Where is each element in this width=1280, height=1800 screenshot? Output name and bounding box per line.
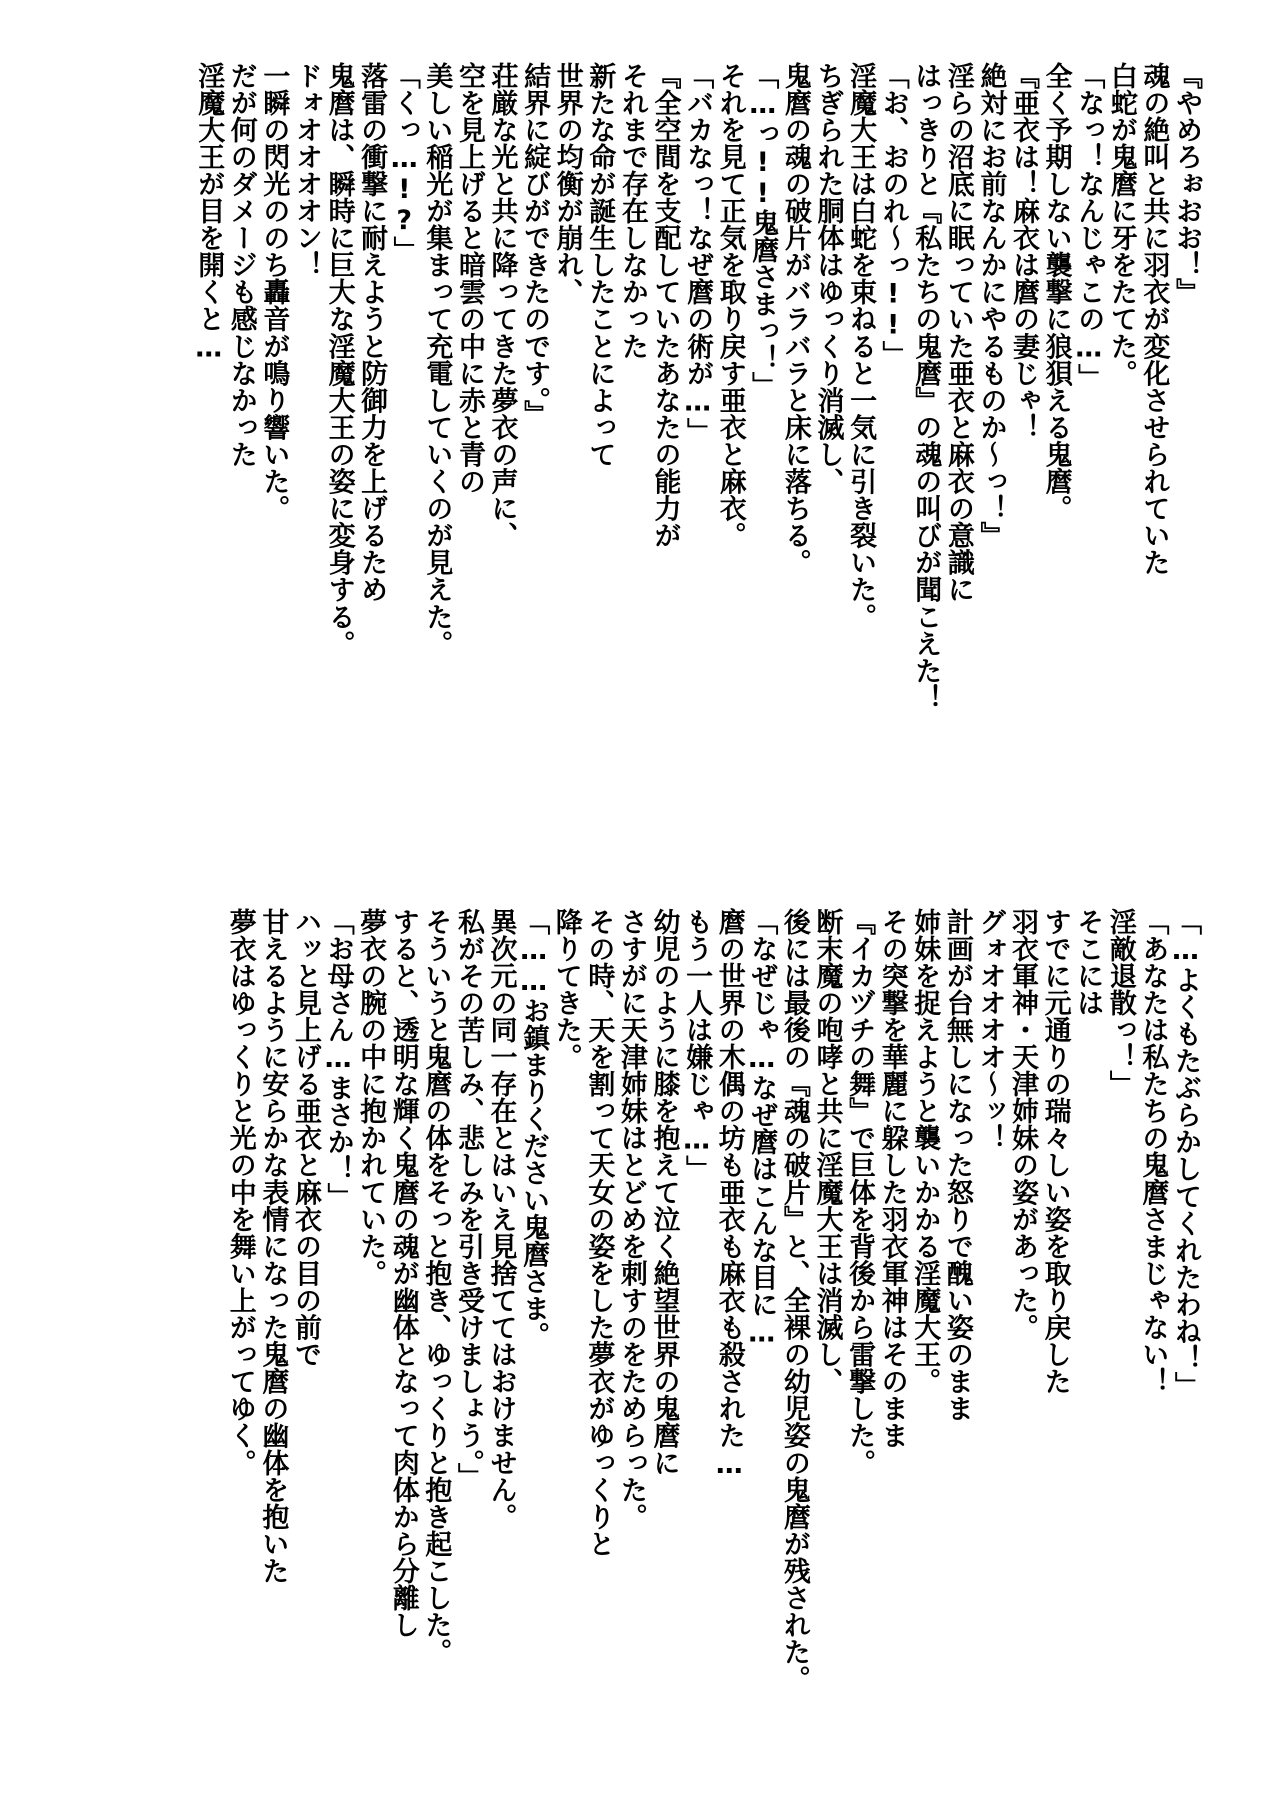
text-line: 鬼麿の魂の破片がバラバラと床に落ちる。 [779,62,811,576]
text-line: 姉妹を捉えようと襲いかかる淫魔大王。 [909,908,941,1395]
text-line: 「なっ！なんじゃこの…」 [1073,62,1105,391]
text-line: 「……お鎮まりください鬼麿さま。 [518,908,550,1349]
text-line: 降りてきた。 [550,908,582,1071]
text-line: 美しい稲光が集まって充電していくのが見えた。 [421,62,453,658]
text-line: 麿の世界の木偶の坊も亜衣も麻衣も殺された… [713,908,745,1481]
text-line: そこには [1072,908,1104,1017]
text-line: 『イカヅチの舞』で巨体を背後から雷撃した。 [844,908,876,1477]
text-line: ハッと見上げる亜衣と麻衣の目の前で [289,908,321,1368]
text-line: 「バカなっ！なぜ麿の術が…」 [682,62,714,445]
text-line: ドォオオオオン！ [290,62,322,279]
text-line: 『やめろぉおお！』 [1171,62,1202,306]
text-line: 夢衣はゆっくりと光の中を舞い上がってゆく。 [224,908,256,1477]
text-line: もう一人は嫌じゃ…」 [681,908,713,1183]
text-line: さすがに天津姉妹はとどめを刺すのをためらった。 [615,908,647,1531]
text-line: ちぎられた胴体はゆっくり消滅し、 [812,62,844,495]
text-line: 「なぜじゃ…なぜ麿はこんな目に… [746,908,778,1349]
text-line: 「…っ!!鬼麿さまっ！」 [747,62,779,399]
text-line: 全く予期しない襲撃に狼狽える鬼麿。 [1040,62,1072,522]
text-line: 「お母さん…まさか！」 [322,908,354,1210]
text-line: 荘厳な光と共に降ってきた夢衣の声に、 [486,62,518,549]
text-line: 淫敵退散っ！」 [1104,908,1136,1098]
text-line: 落雷の衝撃に耐えようと防御力を上げるため [356,62,388,603]
text-line: それを見て正気を取り戻す亜衣と麻衣。 [714,62,746,549]
text-line: 「あなたは私たちの鬼麿さまじゃない！ [1137,908,1169,1395]
text-line: 甘えるように安らかな表情になった鬼麿の幽体を抱いた [257,908,289,1585]
text-line: 結界に綻びができたのです。』 [519,62,551,428]
text-line: 「…よくもたぶらかしてくれたわね！」 [1170,908,1201,1399]
text-line: 白蛇が鬼麿に牙をたてた。 [1105,62,1137,387]
text-line: 淫魔大王は白蛇を束ねると一気に引き裂いた。 [845,62,877,631]
text-line: その突撃を華麗に躱した羽衣軍神はそのまま [876,908,908,1449]
text-line: 「くっ…!?」 [388,62,420,264]
text-line: グォオオオオ〜ッ！ [974,908,1006,1152]
text-line: 夢衣の腕の中に抱かれていた。 [355,908,387,1287]
text-line: 断末魔の咆哮と共に淫魔大王は消滅し、 [811,908,843,1395]
text-line: はっきりと『私たちの鬼麿』の魂の叫びが聞こえた！ [910,62,942,712]
text-line: だが何のダメージも感じなかった [225,62,257,468]
text-line: 『亜衣は！麻衣は麿の妻じゃ！ [1008,62,1040,441]
text-line: 魂の絶叫と共に羽衣が変化させられていた [1138,62,1170,576]
text-line: 空を見上げると暗雲の中に赤と青の [453,62,485,495]
text-line: 淫らの沼底に眠っていた亜衣と麻衣の意識に [942,62,974,603]
text-line: 『全空間を支配していたあなたの能力が [649,62,681,549]
text-line: 絶対にお前なんかにやるものか〜っ！』 [975,62,1007,549]
text-line: 淫魔大王が目を開くと… [193,62,225,364]
text-line: そういうと鬼麿の体をそっと抱き、ゆっくりと抱き起こした。 [420,908,452,1666]
text-line: すでに元通りの瑞々しい姿を取り戻した [1039,908,1071,1395]
text-line: 「お、おのれ〜っ!!」 [877,62,909,368]
text-line: すると、透明な輝く鬼麿の魂が幽体となって肉体から分離し [387,908,419,1639]
text-line: 世界の均衡が崩れ、 [551,62,583,306]
bottom-text-block [223,908,1201,1728]
text-line: それまで存在しなかった [616,62,648,360]
top-text-block [192,62,1202,822]
text-line: 幼児のように膝を抱えて泣く絶望世界の鬼麿に [648,908,680,1477]
text-line: 新たな命が誕生したことによって [584,62,616,468]
text-line: その時、天を割って天女の姿をした夢衣がゆっくりと [583,908,615,1558]
text-line: 羽衣軍神・天津姉妹の姿があった。 [1007,908,1039,1341]
text-line: 異次元の同一存在とはいえ見捨ててはおけません。 [485,908,517,1531]
text-line: 私がその苦しみ、悲しみを引き受けましょう。」 [452,908,484,1490]
text-line: 後には最後の『魂の破片』と、全裸の幼児姿の鬼麿が残された。 [778,908,810,1693]
text-line: 鬼麿は、瞬時に巨大な淫魔大王の姿に変身する。 [323,62,355,658]
text-line: 一瞬の閃光ののち轟音が鳴り響いた。 [258,62,290,522]
text-line: 計画が台無しになった怒りで醜い姿のまま [941,908,973,1422]
